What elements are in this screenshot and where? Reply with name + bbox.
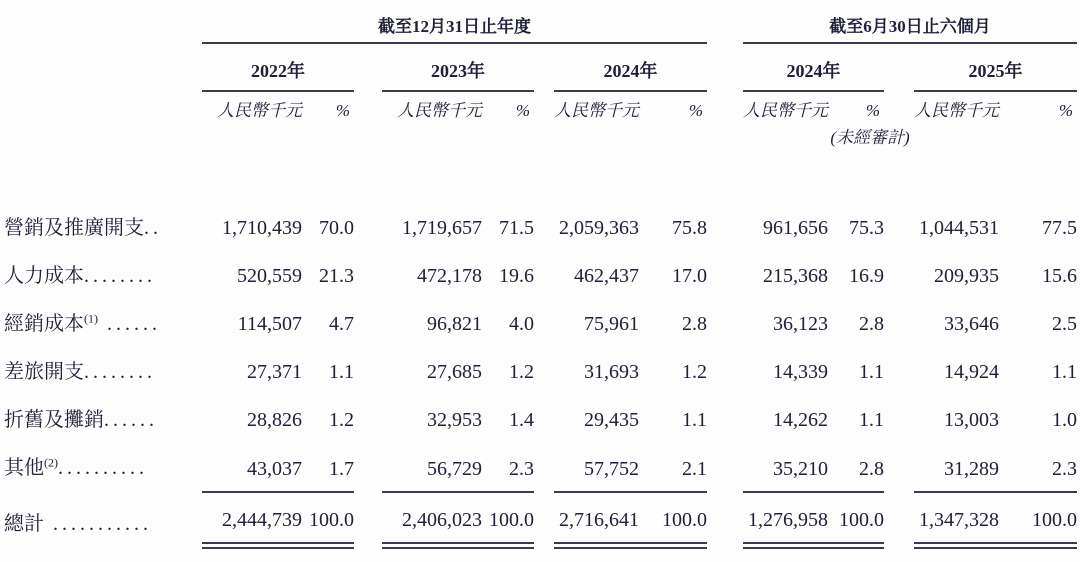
dot-leader: ......: [104, 409, 158, 431]
unaudited-note-row: [4, 121, 1077, 148]
table-row-others: [4, 444, 1077, 492]
percent-cell: 1.1: [1052, 361, 1077, 383]
dot-leader: ........: [84, 361, 156, 383]
percent-cell: 1.2: [509, 361, 534, 383]
dot-leader: ...........: [44, 512, 152, 535]
column-unit-header-row: [4, 91, 1077, 121]
amount-cell: 96,821: [427, 313, 482, 335]
dot-leader: ........: [84, 265, 156, 287]
table-row-total: [4, 492, 1077, 546]
percent-cell: 1.1: [859, 409, 884, 431]
amount-cell: 961,656: [763, 217, 828, 239]
percent-column-header: %: [1058, 101, 1073, 120]
percent-cell: 1.2: [682, 361, 707, 383]
percent-cell: 2.1: [639, 444, 707, 492]
amount-cell: 43,037: [202, 444, 302, 492]
amount-cell: 209,935: [934, 265, 999, 287]
header-body-spacer: [4, 148, 1077, 204]
percent-cell: 1.1: [859, 361, 884, 383]
amount-cell: 520,559: [237, 265, 302, 287]
percent-cell: 2.8: [859, 313, 884, 335]
amount-cell: 215,368: [763, 265, 828, 287]
year-header-row: [4, 43, 1077, 91]
dot-leader: ..........: [58, 457, 148, 479]
unaudited-note: (未經審計): [830, 128, 910, 147]
amount-cell: 28,826: [247, 409, 302, 431]
amount-cell: 472,178: [417, 265, 482, 287]
row-label: 營銷及推廣開支: [4, 217, 144, 239]
row-label: 總計: [4, 512, 44, 535]
percent-column-header: %: [865, 101, 880, 120]
year-header-2024-interim: 2024年: [743, 43, 884, 91]
year-header-2022: 2022年: [202, 43, 354, 91]
year-header-2023: 2023年: [382, 43, 534, 91]
footnote-ref: (2): [44, 455, 58, 470]
footnote-ref: (1): [84, 311, 98, 326]
percent-cell: 1.4: [509, 409, 534, 431]
amount-cell: 14,262: [773, 409, 828, 431]
total-amount-cell: 2,444,739: [202, 492, 302, 546]
table-row-labor: [4, 252, 1077, 300]
total-amount-cell: 2,716,641: [554, 492, 639, 546]
expense-breakdown-table: [4, 4, 1077, 549]
percent-cell: 1.1: [329, 361, 354, 383]
total-percent-cell: 100.0: [828, 492, 884, 546]
amount-column-header: 人民幣千元: [914, 101, 999, 120]
amount-cell: 31,693: [584, 361, 639, 383]
total-percent-cell: 100.0: [999, 492, 1077, 546]
percent-cell: 1.7: [302, 444, 354, 492]
percent-cell: 2.5: [1052, 313, 1077, 335]
amount-cell: 2,059,363: [559, 217, 639, 239]
percent-cell: 21.3: [319, 265, 354, 287]
percent-cell: 15.6: [1042, 265, 1077, 287]
total-amount-cell: 2,406,023: [382, 492, 482, 546]
row-label: 折舊及攤銷: [4, 409, 104, 431]
percent-cell: 70.0: [319, 217, 354, 239]
percent-cell: 2.8: [682, 313, 707, 335]
percent-column-header: %: [335, 101, 350, 120]
amount-cell: 32,953: [427, 409, 482, 431]
percent-cell: 16.9: [849, 265, 884, 287]
year-header-2025-interim: 2025年: [914, 43, 1077, 91]
row-label: 差旅開支: [4, 361, 84, 383]
percent-cell: 1.2: [329, 409, 354, 431]
amount-cell: 56,729: [382, 444, 482, 492]
amount-cell: 462,437: [574, 265, 639, 287]
row-label: 人力成本: [4, 265, 84, 287]
percent-cell: 2.3: [482, 444, 534, 492]
empty-corner: [4, 4, 172, 43]
percent-column-header: %: [515, 101, 530, 120]
amount-cell: 14,339: [773, 361, 828, 383]
percent-cell: 4.0: [509, 313, 534, 335]
percent-cell: 77.5: [1042, 217, 1077, 239]
percent-cell: 75.8: [672, 217, 707, 239]
total-amount-cell: 1,276,958: [743, 492, 828, 546]
percent-column-header: %: [688, 101, 703, 120]
table-row-travel: [4, 348, 1077, 396]
percent-cell: 17.0: [672, 265, 707, 287]
amount-cell: 35,210: [743, 444, 828, 492]
amount-cell: 33,646: [944, 313, 999, 335]
percent-cell: 75.3: [849, 217, 884, 239]
period-header-annual: 截至12月31日止年度: [202, 4, 707, 43]
amount-cell: 36,123: [773, 313, 828, 335]
dot-leader: ......: [98, 313, 161, 335]
dot-leader: ..: [144, 217, 162, 239]
amount-cell: 1,710,439: [222, 217, 302, 239]
total-percent-cell: 100.0: [482, 492, 534, 546]
amount-column-header: 人民幣千元: [217, 101, 302, 120]
percent-cell: 1.0: [1052, 409, 1077, 431]
amount-cell: 29,435: [584, 409, 639, 431]
amount-column-header: 人民幣千元: [554, 101, 639, 120]
table-row-depreciation: [4, 396, 1077, 444]
table-row-distribution: [4, 300, 1077, 348]
amount-cell: 31,289: [914, 444, 999, 492]
table-row-marketing: [4, 204, 1077, 252]
amount-cell: 1,719,657: [402, 217, 482, 239]
percent-cell: 1.1: [682, 409, 707, 431]
amount-cell: 27,685: [427, 361, 482, 383]
amount-cell: 57,752: [554, 444, 639, 492]
amount-column-header: 人民幣千元: [743, 101, 828, 120]
percent-cell: 2.3: [999, 444, 1077, 492]
amount-column-header: 人民幣千元: [397, 101, 482, 120]
amount-cell: 14,924: [944, 361, 999, 383]
percent-cell: 4.7: [329, 313, 354, 335]
amount-cell: 13,003: [944, 409, 999, 431]
percent-cell: 2.8: [828, 444, 884, 492]
row-label: 經銷成本: [4, 313, 84, 335]
year-header-2024: 2024年: [554, 43, 707, 91]
percent-cell: 19.6: [499, 265, 534, 287]
amount-cell: 27,371: [247, 361, 302, 383]
row-label: 其他: [4, 457, 44, 479]
amount-cell: 1,044,531: [919, 217, 999, 239]
percent-cell: 71.5: [499, 217, 534, 239]
period-header-row: [4, 4, 1077, 43]
total-percent-cell: 100.0: [302, 492, 354, 546]
total-percent-cell: 100.0: [639, 492, 707, 546]
amount-cell: 114,507: [237, 313, 302, 335]
total-amount-cell: 1,347,328: [914, 492, 999, 546]
period-header-interim: 截至6月30日止六個月: [743, 4, 1077, 43]
amount-cell: 75,961: [584, 313, 639, 335]
